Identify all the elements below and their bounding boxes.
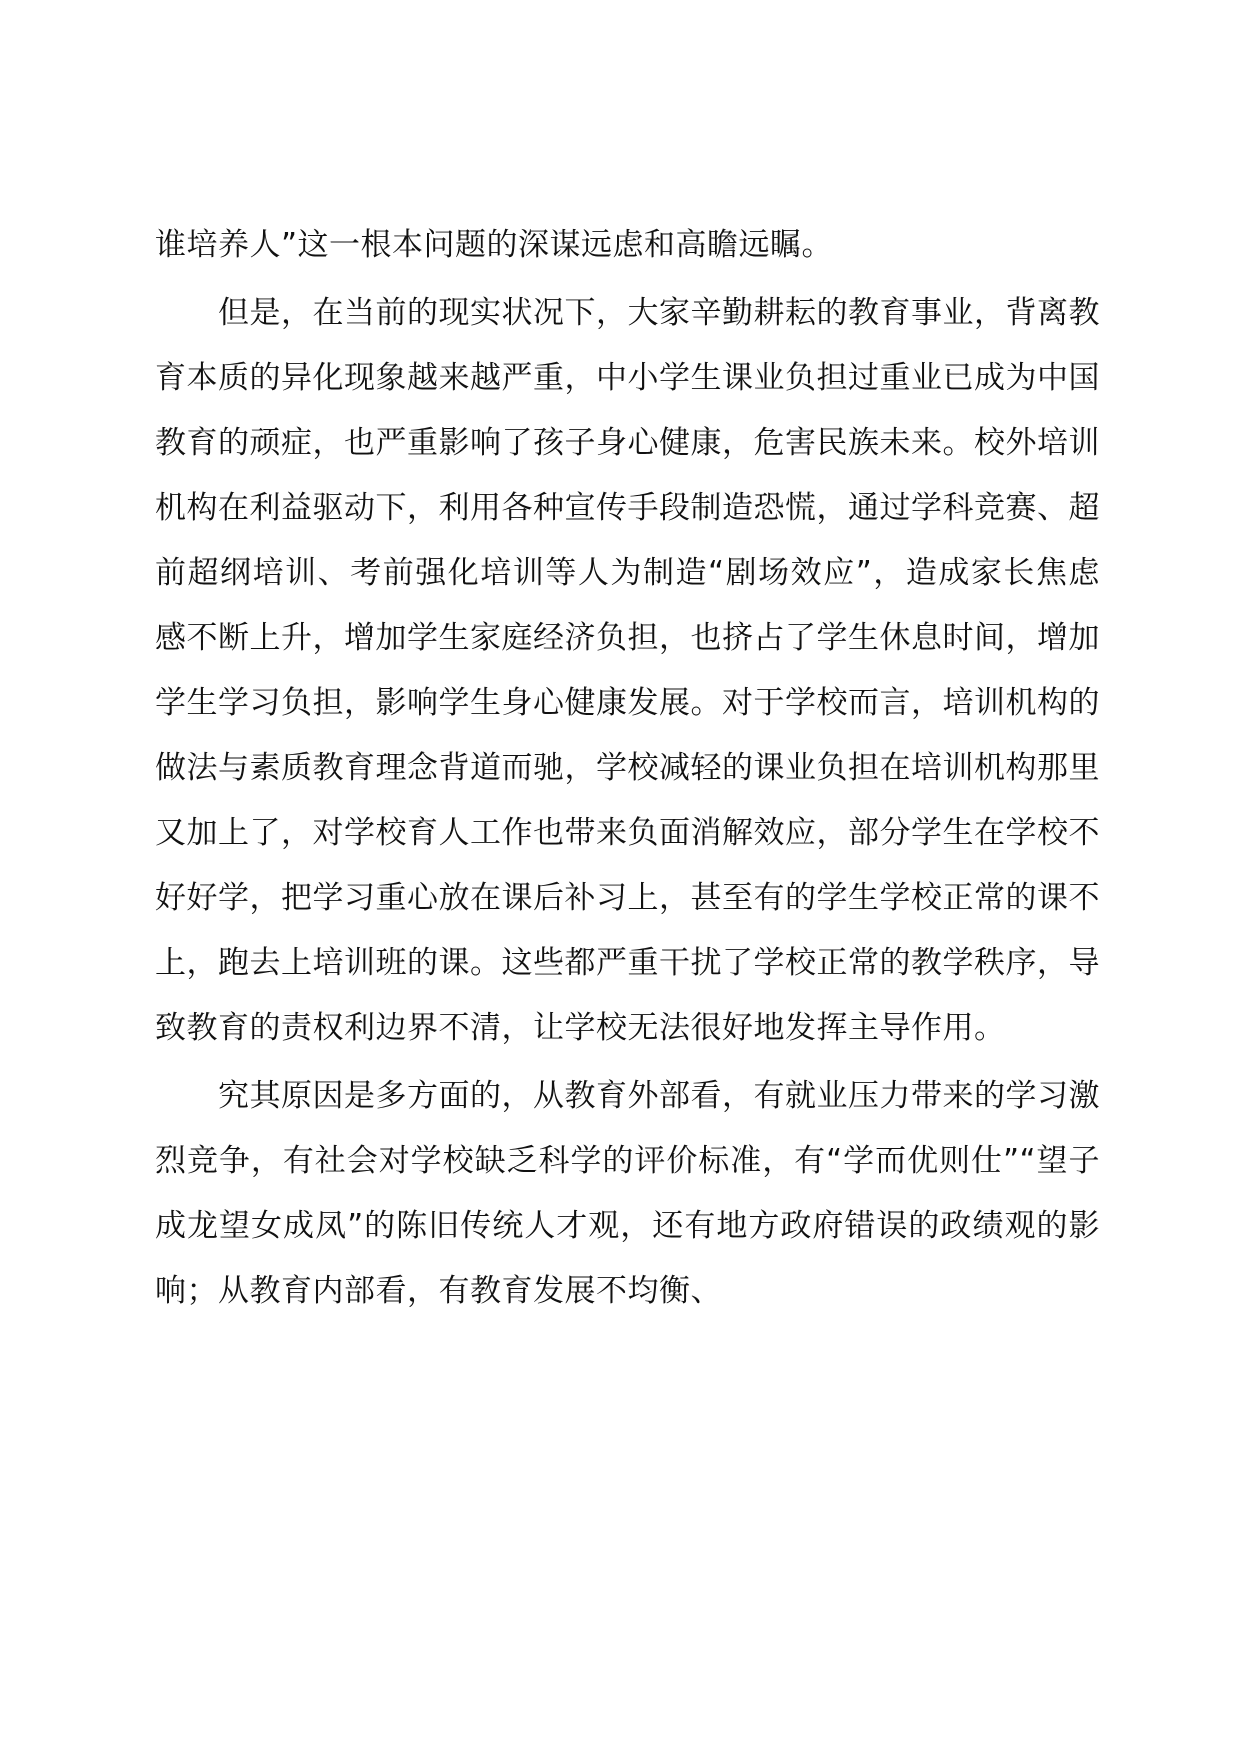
paragraph-continuation: 谁培养人”这一根本问题的深谋远虑和高瞻远瞩。 <box>155 227 834 263</box>
body-text <box>155 213 1100 1324</box>
paragraph-problem-description: 但是，在当前的现实状况下，大家辛勤耕耘的教育事业，背离教育本质的异化现象越来越严重，中小学生课业负担过重业已成为中国教育的顽症，也严重影响了孩子身心健康，危害民族未来。校外培训机构在利益驱动下，利用各种宣传手段制造恐慌，通过学科竞赛、超前超纲培训、考前强化培训等人为制造“剧场效应”，造成家长焦虑感不断上升，增加学生家庭经济负担，也挤占了学生休息时间，增加学生学习负担，影响学生身心健康发展。对于学校而言，培训机构的做法与素质教育理念背道而驰，学校减轻的课业负担在培训机构那里又加上了，对学校育人工作也带来负面消解效应，部分学生在学校不好好学，把学习重心放在课后补习上，甚至有的学生学校正常的课不上，跑去上培训班的课。这些都严重干扰了学校正常的教学秩序，导致教育的责权利边界不清，让学校无法很好地发挥主导作用。 <box>155 295 1100 1046</box>
paragraph-causes: 究其原因是多方面的，从教育外部看，有就业压力带来的学习激烈竞争，有社会对学校缺乏科学的评价标准，有“学而优则仕”“望子成龙望女成凤”的陈旧传统人才观，还有地方政府错误的政绩观的影响；从教育内部看，有教育发展不均衡、 <box>155 1078 1100 1309</box>
